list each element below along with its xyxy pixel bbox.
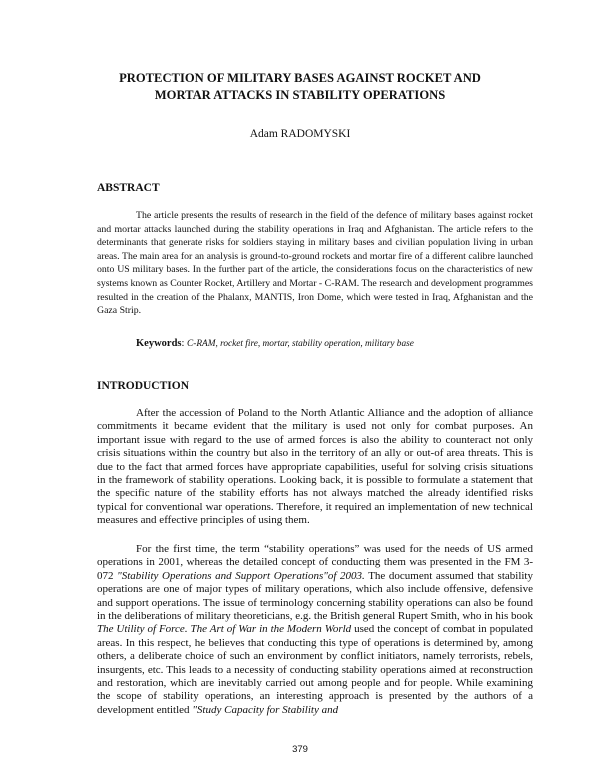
intro-paragraph-2 (97, 543, 533, 717)
title-line-2: MORTAR ATTACKS IN STABILITY OPERATIONS (154, 88, 446, 102)
page-number: 379 (292, 744, 308, 755)
introduction-heading: INTRODUCTION (97, 380, 190, 392)
keywords-text: C-RAM, rocket fire, mortar, stability operation, military base (187, 339, 414, 349)
abstract-text: The article presents the results of research in the field of the defence of military bases against rocket and mortar attacks launched during the stability operations in Iraq and Afghanistan. The article refers to the determinants that generate risks for soldiers staying in military bases and civilian population living in urban areas. The main area for an analysis is ground-to-ground rockets and mortar fire of a different calibre launched onto US military bases. In the further part of the article, the considerations focus on the characteristics of new systems known as Counter Rocket, Artillery and Mortar - C-RAM. The research and development programmes resulted in the creation of the Phalanx, MANTIS, Iron Dome, which were tested in Iraq, Afghanistan and the Gaza Strip. (97, 210, 533, 317)
intro-p2-text-c: used the concept of combat in populated areas. In this respect, he believes that conducting this type of operations is determined by, among others, a deliberate choice of such an environment by conflict initiators, namely terrorists, rebels, insurgents, etc. This leads to a necessity of conducting stability operations aimed at reconstruction and restoration, which are inevitably carried out among people and for people. While examining the scope of stability operations, an interesting approach is presented by the authors of a development entitled (97, 623, 533, 716)
intro-p2-study-title: "Study Capacity for Stability and (192, 703, 339, 716)
intro-paragraph-1: After the accession of Poland to the North Atlantic Alliance and the adoption of alliance commitments it became evident that the military is used not only for combat purposes. An important issue with regard to the use of armed forces is also the ability to counteract not only crisis situations within the country but also in the territory of an ally or out-of area threats. This is due to the fact that armed forces have appropriate capabilities, useful for solving crisis situations in the framework of stability operations. Looking back, it is possible to formulate a statement that the specific nature of the stability efforts has not always matched the already identified risks typical for conventional war operations. Therefore, it required an implementation of new technical measures and effective principles of using them. (97, 407, 533, 527)
intro-p2-text-a: For the first time, the term “stability operations” was used for the needs of US armed operations in 2001, whereas the detailed concept of conducting them was presented in the FM 3-072 (97, 543, 533, 582)
intro-p2-citation-fm: "Stability Operations and Support Operations"of 2003. (117, 569, 365, 582)
author-name: Adam RADOMYSKI (249, 128, 351, 140)
keywords-label: Keywords (136, 338, 182, 349)
keywords-separator: : (181, 338, 188, 349)
intro-p2-text-b: The document assumed that stability operations are one of major types of military operations, which also include offensive, defensive and support operations. The issue of terminology concerning stability operations can also be found in the deliberations of military theoreticians, e.g. the British general Rupert Smith, who in his book (97, 569, 533, 623)
abstract-heading: ABSTRACT (97, 182, 160, 194)
title-line-1: PROTECTION OF MILITARY BASES AGAINST ROCKET AND (119, 71, 481, 85)
keywords-line (136, 338, 414, 349)
paper-title (90, 70, 510, 104)
intro-p2-book-title: The Utility of Force. The Art of War in the Modern World (97, 623, 352, 636)
